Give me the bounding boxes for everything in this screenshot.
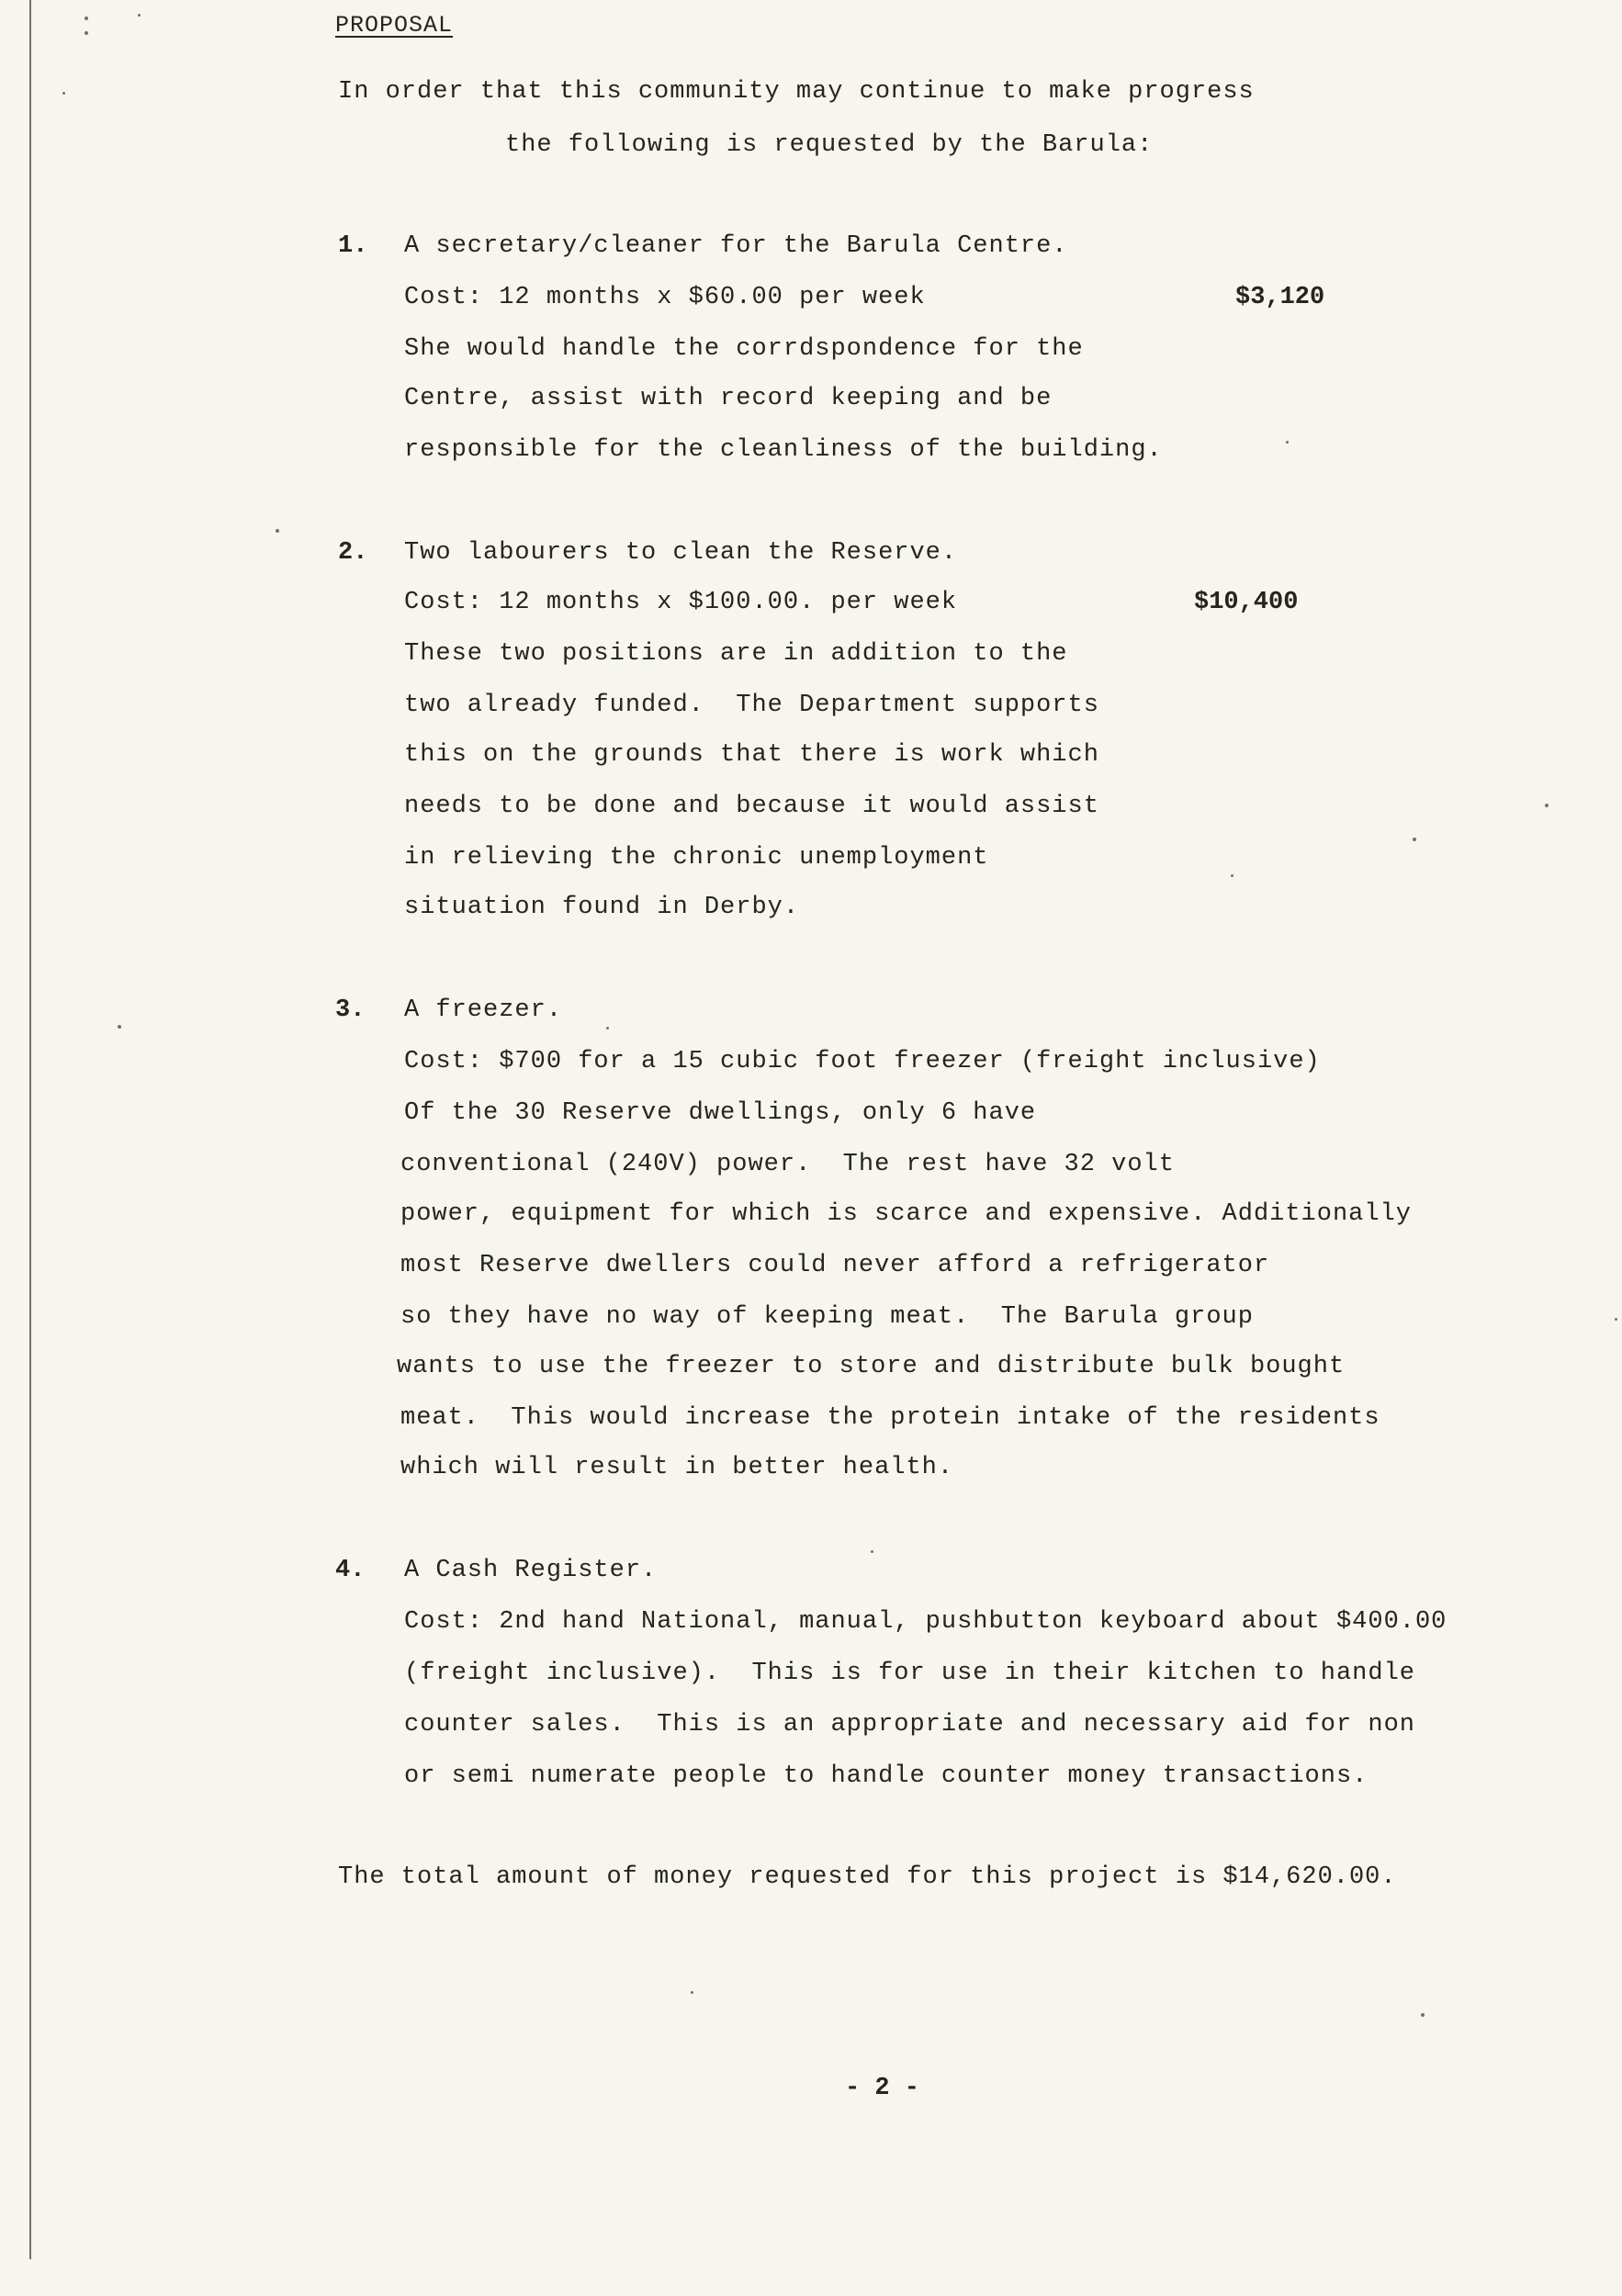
left-margin-rule: [29, 0, 31, 2259]
item-3-number: 3.: [335, 996, 366, 1024]
scan-speck: [606, 1027, 609, 1030]
intro-line-2: the following is requested by the Barula:: [505, 131, 1154, 159]
item-1-number: 1.: [338, 232, 368, 260]
item-3-desc-line: wants to use the freezer to store and distribute bulk bought: [397, 1353, 1346, 1380]
item-3-desc-line: power, equipment for which is scarce and expensive. Additionally: [400, 1200, 1412, 1228]
scan-speck: [1231, 874, 1233, 877]
scan-speck: [1615, 1318, 1617, 1321]
item-3-title: A freezer.: [404, 996, 563, 1024]
item-2-desc-line: two already funded. The Department supports: [404, 692, 1099, 719]
item-2-title: Two labourers to clean the Reserve.: [404, 539, 958, 567]
item-2-cost: Cost: 12 months x $100.00. per week: [404, 589, 958, 616]
item-4-desc-line: or semi numerate people to handle counter money transactions.: [404, 1762, 1369, 1790]
scan-speck: [84, 17, 88, 20]
item-2-desc-line: this on the grounds that there is work which: [404, 741, 1099, 769]
item-3-cost: Cost: $700 for a 15 cubic foot freezer (freight inclusive): [404, 1048, 1321, 1075]
intro-line-1: In order that this community may continue to make progress: [338, 78, 1255, 106]
item-2-desc-line: in relieving the chronic unemployment: [404, 844, 989, 872]
scan-speck: [1421, 2013, 1425, 2017]
item-2-desc-line: needs to be done and because it would assist: [404, 793, 1099, 820]
scan-speck: [84, 31, 88, 35]
scan-speck: [276, 529, 279, 533]
item-3-desc-line: so they have no way of keeping meat. The Barula group: [400, 1303, 1254, 1331]
item-2-number: 2.: [338, 539, 368, 567]
page-number: - 2 -: [845, 2075, 920, 2102]
item-4-desc-line: (freight inclusive). This is for use in their kitchen to handle: [404, 1660, 1415, 1687]
total-statement: The total amount of money requested for this project is $14,620.00.: [338, 1863, 1397, 1891]
item-3-desc-line: Of the 30 Reserve dwellings, only 6 have: [404, 1099, 1037, 1127]
item-1-amount: $3,120: [1235, 284, 1325, 311]
item-1-cost: Cost: 12 months x $60.00 per week: [404, 284, 926, 311]
scan-speck: [871, 1550, 873, 1553]
scan-speck: [138, 14, 141, 17]
item-1-desc-line: responsible for the cleanliness of the building.: [404, 436, 1163, 464]
item-1-title: A secretary/cleaner for the Barula Centre.: [404, 232, 1068, 260]
scan-speck: [691, 1991, 693, 1994]
item-3-desc-line: meat. This would increase the protein intake of the residents: [400, 1404, 1380, 1432]
scan-speck: [1286, 441, 1289, 444]
item-2-amount: $10,400: [1194, 589, 1299, 616]
scan-speck: [118, 1025, 121, 1029]
item-3-desc-line: conventional (240V) power. The rest have 32 volt: [400, 1151, 1175, 1178]
item-4-number: 4.: [335, 1557, 366, 1584]
item-3-desc-line: most Reserve dwellers could never afford a refrigerator: [400, 1252, 1270, 1279]
item-2-desc-line: situation found in Derby.: [404, 894, 800, 921]
item-4-title: A Cash Register.: [404, 1557, 658, 1584]
scan-speck: [1545, 804, 1549, 807]
item-1-desc-line: She would handle the corrdspondence for the: [404, 335, 1084, 363]
scan-speck: [62, 92, 65, 95]
item-1-desc-line: Centre, assist with record keeping and be: [404, 385, 1053, 412]
item-4-cost: Cost: 2nd hand National, manual, pushbutton keyboard about $400.00: [404, 1608, 1447, 1636]
item-3-desc-line: which will result in better health.: [400, 1454, 954, 1481]
item-4-desc-line: counter sales. This is an appropriate and necessary aid for non: [404, 1711, 1415, 1739]
proposal-heading: PROPOSAL: [335, 12, 454, 39]
scan-speck: [1413, 838, 1416, 841]
item-2-desc-line: These two positions are in addition to the: [404, 640, 1068, 668]
